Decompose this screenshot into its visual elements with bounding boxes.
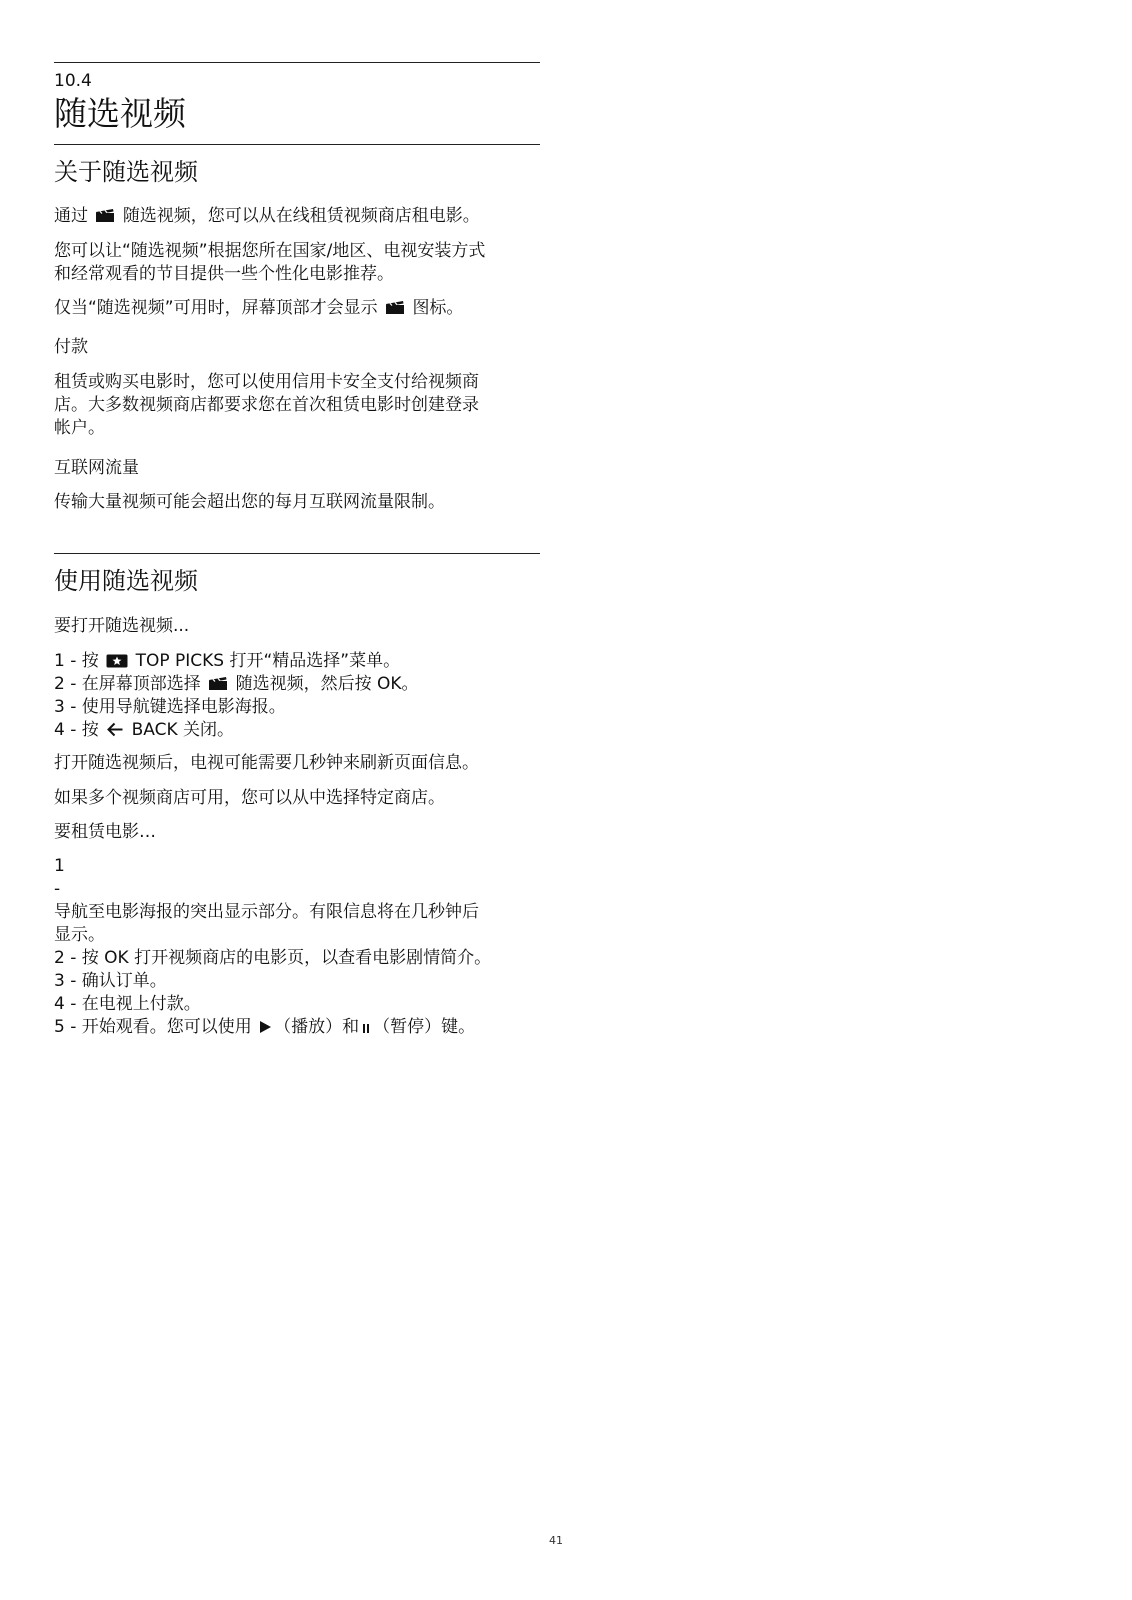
open-intro: 要打开随选视频... (54, 616, 190, 636)
rent-step-1-line-2: 显示。 (54, 925, 105, 945)
open-step-2-text-b: 随选视频，然后按 OK。 (235, 674, 419, 694)
rent-step-5-text-c: （暂停）键。 (373, 1017, 476, 1037)
rent-step-5-text-b: （播放）和 (274, 1017, 360, 1037)
payment-line-1: 租赁或购买电影时，您可以使用信用卡安全支付给视频商 (54, 372, 479, 392)
open-step-4-text-a: 4 - 按 (54, 720, 99, 740)
pause-icon (361, 1018, 371, 1041)
open-step-1-text-b: TOP PICKS 打开“精品选择”菜单。 (135, 651, 401, 671)
open-step-2 (54, 673, 419, 698)
about-p3-text-a: 仅当“随选视频”可用时，屏幕顶部才会显示 (54, 298, 378, 318)
rent-step-1-dash: - (54, 879, 61, 899)
about-paragraph-3 (54, 297, 463, 322)
rent-step-3: 3 - 确认订单。 (54, 971, 167, 991)
rent-intro: 要租赁电影… (54, 822, 156, 842)
payment-heading: 付款 (54, 337, 88, 357)
about-p3-text-b: 图标。 (412, 298, 464, 318)
top-rule (54, 62, 540, 63)
about-paragraph-2-line-2: 和经常观看的节目提供一些个性化电影推荐。 (54, 264, 394, 284)
rent-step-5 (54, 1016, 475, 1041)
multi-store-text: 如果多个视频商店可用，您可以从中选择特定商店。 (54, 788, 445, 808)
rent-step-4: 4 - 在电视上付款。 (54, 994, 201, 1014)
top-picks-icon (106, 652, 128, 675)
about-paragraph-2-line-1: 您可以让“随选视频”根据您所在国家/地区、电视安装方式 (54, 241, 486, 261)
about-paragraph-1 (54, 205, 480, 230)
open-step-1-text-a: 1 - 按 (54, 651, 99, 671)
open-step-4 (54, 719, 234, 744)
about-p1-text-a: 通过 (54, 206, 88, 226)
rent-step-1-line-1: 导航至电影海报的突出显示部分。有限信息将在几秒钟后 (54, 902, 479, 922)
traffic-heading: 互联网流量 (54, 458, 139, 478)
rent-step-5-text-a: 5 - 开始观看。您可以使用 (54, 1017, 252, 1037)
title-rule (54, 144, 540, 145)
payment-line-3: 帐户。 (54, 418, 105, 438)
open-step-3: 3 - 使用导航键选择电影海报。 (54, 697, 286, 717)
play-icon (259, 1018, 272, 1041)
open-step-1 (54, 650, 400, 675)
payment-line-2: 店。大多数视频商店都要求您在首次租赁电影时创建登录 (54, 395, 479, 415)
traffic-text: 传输大量视频可能会超出您的每月互联网流量限制。 (54, 492, 445, 512)
video-on-demand-icon (95, 207, 115, 230)
back-arrow-icon (106, 721, 124, 744)
about-heading: 关于随选视频 (54, 158, 198, 186)
section-rule (54, 553, 540, 554)
use-heading: 使用随选视频 (54, 567, 198, 595)
section-number: 10.4 (54, 71, 92, 91)
page-title: 随选视频 (54, 94, 186, 133)
after-open-text: 打开随选视频后，电视可能需要几秒钟来刷新页面信息。 (54, 753, 479, 773)
rent-step-2: 2 - 按 OK 打开视频商店的电影页，以查看电影剧情简介。 (54, 948, 492, 968)
video-on-demand-icon (385, 299, 405, 322)
page-number: 41 (549, 1534, 563, 1547)
open-step-4-text-b: BACK 关闭。 (131, 720, 234, 740)
rent-step-1-number: 1 (54, 856, 65, 876)
video-on-demand-icon (208, 675, 228, 698)
about-p1-text-b: 随选视频，您可以从在线租赁视频商店租电影。 (122, 206, 480, 226)
open-step-2-text-a: 2 - 在屏幕顶部选择 (54, 674, 201, 694)
